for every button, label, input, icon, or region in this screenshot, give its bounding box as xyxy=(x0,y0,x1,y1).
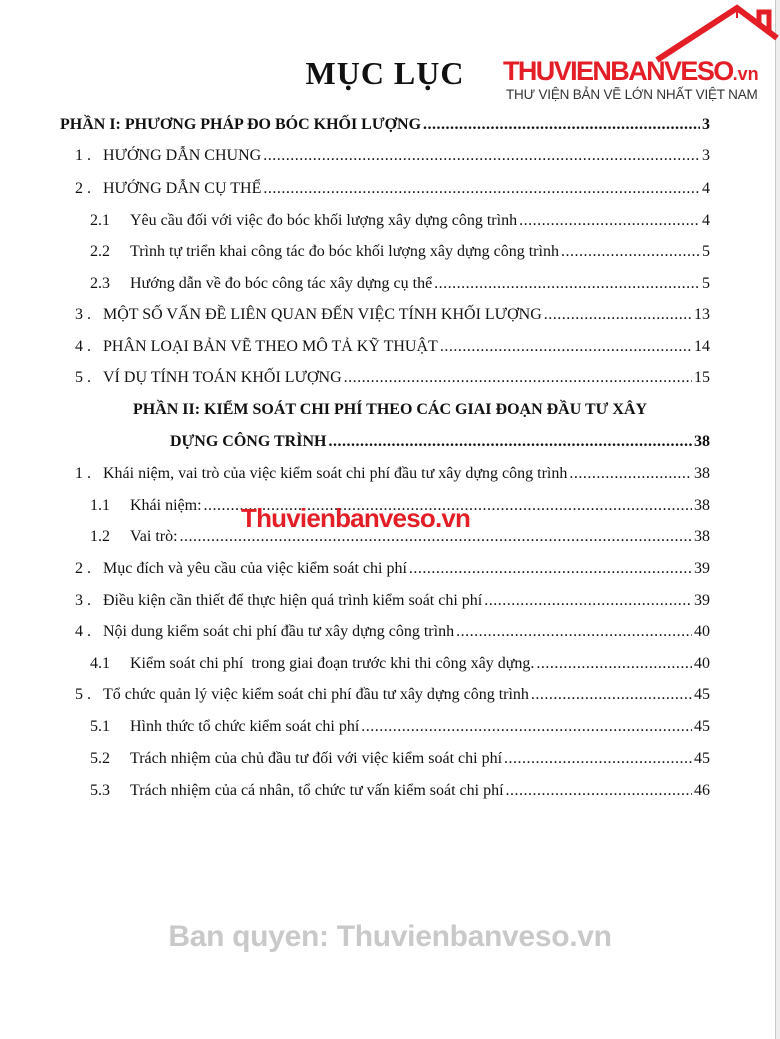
logo-wordmark: THUVIENBANVESO.vn xyxy=(503,56,759,86)
toc-entry[interactable]: 4.1 Kiểm soát chi phí trong giai đoạn trước khi thi công xây dựng. ..... 40 xyxy=(90,655,710,673)
toc-entry[interactable]: 1 . HƯỚNG DẪN CHUNG ..... 3 xyxy=(75,147,710,165)
toc-entry[interactable]: 1.1 Khái niệm: ..... 38 xyxy=(90,497,710,515)
toc-entry[interactable]: 5.2 Trách nhiệm của chủ đầu tư đối với việc kiểm soát chi phí ..... 45 xyxy=(90,750,710,768)
toc-entry-part-2-line-1[interactable]: PHẦN II: KIỂM SOÁT CHI PHÍ THEO CÁC GIAI ĐOẠN ĐẦU TƯ XÂY xyxy=(132,401,648,418)
toc-entry[interactable]: 1.2 Vai trò: ..... 38 xyxy=(90,528,710,546)
toc-entry[interactable]: 5.3 Trách nhiệm của cá nhân, tổ chức tư vấn kiểm soát chi phí ..... 46 xyxy=(90,782,710,800)
toc-entry[interactable]: 3 . Điều kiện cần thiết để thực hiện quá trình kiểm soát chi phí ..... 39 xyxy=(75,592,710,610)
watermark-copyright: Ban quyen: Thuvienbanveso.vn xyxy=(168,920,612,953)
toc-entry[interactable]: 5 . Tổ chức quản lý việc kiểm soát chi phí đầu tư xây dựng công trình ..... 45 xyxy=(75,686,710,704)
toc-entry[interactable]: 3 . MỘT SỐ VẤN ĐỀ LIÊN QUAN ĐẾN VIỆC TÍNH KHỐI LƯỢNG ..... 13 xyxy=(75,306,710,324)
page-edge xyxy=(775,0,776,1039)
toc-entry[interactable]: 4 . PHÂN LOẠI BẢN VẼ THEO MÔ TẢ KỸ THUẬT ..... 14 xyxy=(75,338,710,356)
toc-entry[interactable]: 2.3 Hướng dẫn về đo bóc công tác xây dựng cụ thể ..... 5 xyxy=(90,275,710,293)
toc-entry[interactable]: 4 . Nội dung kiểm soát chi phí đầu tư xây dựng công trình ..... 40 xyxy=(75,623,710,641)
watermark-center: Thuvienbanveso.vn xyxy=(241,503,471,533)
toc-entry[interactable]: 5.1 Hình thức tổ chức kiểm soát chi phí ..... 45 xyxy=(90,718,710,736)
toc-entry[interactable]: 2.2 Trình tự triển khai công tác đo bóc khối lượng xây dựng công trình ..... 5 xyxy=(90,243,710,261)
toc-entry[interactable]: 2 . HƯỚNG DẪN CỤ THỂ ..... 4 xyxy=(75,180,710,198)
toc-entry[interactable]: 5 . VÍ DỤ TÍNH TOÁN KHỐI LƯỢNG ..... 15 xyxy=(75,369,710,387)
page-title: MỤC LỤC xyxy=(305,55,465,91)
toc-entry[interactable]: 2.1 Yêu cầu đối với việc đo bóc khối lượng xây dựng công trình ..... 4 xyxy=(90,212,710,230)
house-roof-icon xyxy=(653,4,779,64)
logo-tagline: THƯ VIỆN BẢN VẼ LỚN NHẤT VIỆT NAM xyxy=(506,87,758,102)
toc-entry[interactable]: 2 . Mục đích và yêu cầu của việc kiểm soát chi phí ..... 39 xyxy=(75,560,710,578)
page-edge-shadow xyxy=(776,0,780,1039)
toc-entry[interactable]: 1 . Khái niệm, vai trò của việc kiểm soát chi phí đầu tư xây dựng công trình ..... 38 xyxy=(75,465,710,483)
brand-logo xyxy=(503,4,779,104)
toc-entry-part-2[interactable]: DỰNG CÔNG TRÌNH ..... 38 xyxy=(170,433,710,451)
toc-entry-part-1[interactable]: PHẦN I: PHƯƠNG PHÁP ĐO BÓC KHỐI LƯỢNG ..... 3 xyxy=(60,116,710,134)
